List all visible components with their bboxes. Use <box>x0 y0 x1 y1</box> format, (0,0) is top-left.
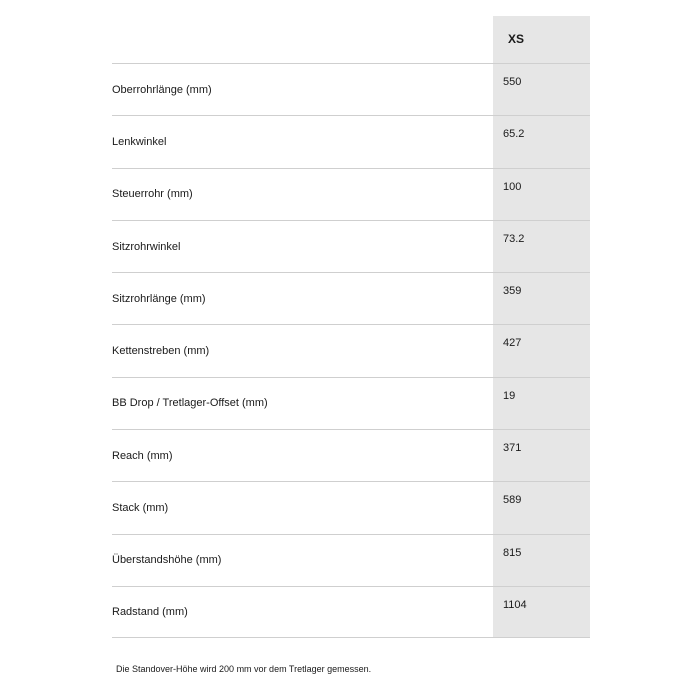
row-value: 427 <box>503 337 522 350</box>
row-label: Sitzrohrlänge (mm) <box>112 292 206 305</box>
table-row <box>112 377 590 429</box>
table-row <box>112 586 590 638</box>
table-row <box>112 63 590 115</box>
row-label: BB Drop / Tretlager-Offset (mm) <box>112 397 268 410</box>
row-label: Radstand (mm) <box>112 606 188 619</box>
row-label: Oberrohrlänge (mm) <box>112 83 212 96</box>
table-row <box>112 534 590 586</box>
row-value: 1104 <box>503 598 527 611</box>
table-body <box>112 63 590 638</box>
row-value: 100 <box>503 180 522 193</box>
row-value: 73.2 <box>503 232 525 245</box>
row-value: 65.2 <box>503 128 525 141</box>
row-label: Stack (mm) <box>112 502 169 515</box>
row-label: Überstandshöhe (mm) <box>112 554 222 567</box>
row-value: 550 <box>503 76 522 88</box>
row-value: 371 <box>503 442 522 455</box>
row-value: 589 <box>503 494 522 507</box>
table-row <box>112 324 590 376</box>
table-header <box>112 16 590 63</box>
row-value: 359 <box>503 285 522 298</box>
row-label: Lenkwinkel <box>112 135 167 148</box>
row-label: Sitzrohrwinkel <box>112 240 181 253</box>
row-label: Kettenstreben (mm) <box>112 345 210 358</box>
table-row <box>112 481 590 533</box>
table-row <box>112 115 590 167</box>
standover-footnote: Die Standover-Höhe wird 200 mm vor dem Tretlager gemessen. <box>116 664 372 674</box>
table-row <box>112 429 590 481</box>
row-label: Steuerrohr (mm) <box>112 188 193 201</box>
row-label: Reach (mm) <box>112 449 173 462</box>
geometry-table <box>112 16 590 638</box>
table-row <box>112 272 590 324</box>
table-row <box>112 168 590 220</box>
table-row <box>112 220 590 272</box>
row-value: 19 <box>503 389 516 402</box>
size-header-xs: XS <box>508 32 525 46</box>
row-value: 815 <box>503 546 522 559</box>
